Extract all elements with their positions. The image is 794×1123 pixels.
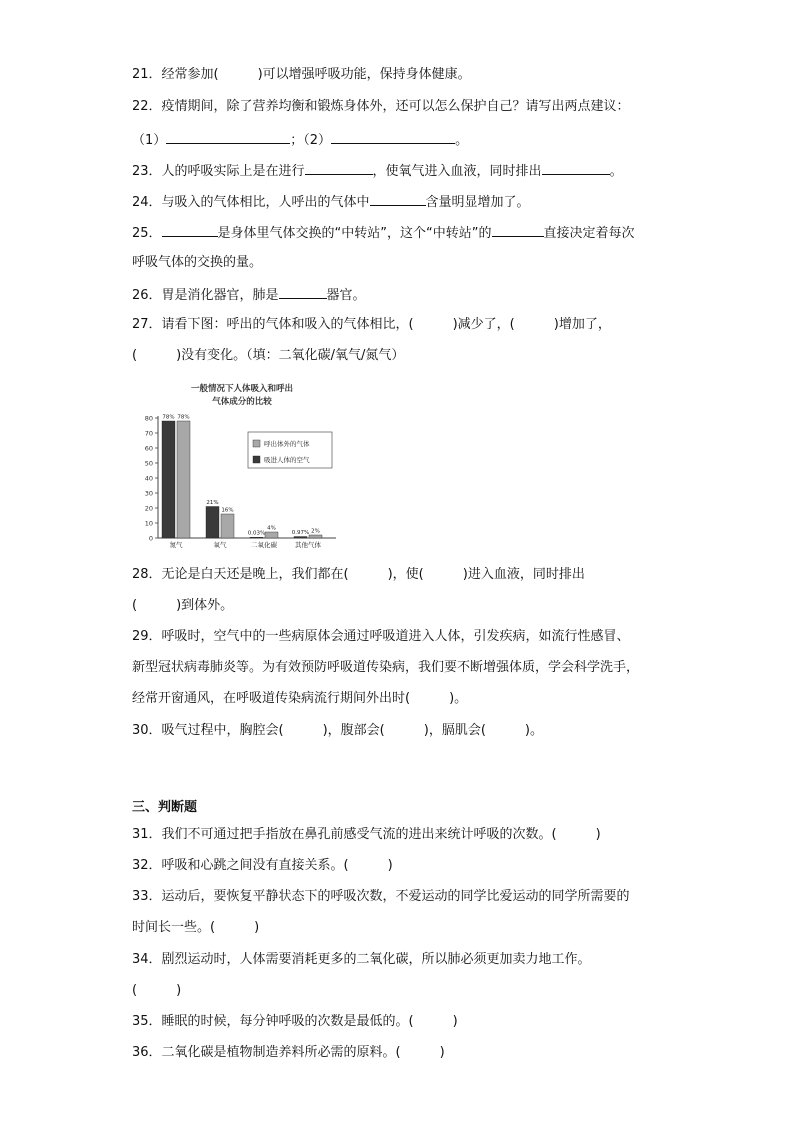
question-34-cont: ( ) xyxy=(132,983,182,998)
bar xyxy=(177,421,190,538)
bar-chart xyxy=(140,380,340,550)
question-36: 36．二氧化碳是植物制造养料所必需的原料。( ) xyxy=(132,1045,445,1060)
bar-value-label: 4% xyxy=(267,525,276,532)
bar xyxy=(250,537,263,538)
q25-text-1: 是身体里气体交换的“中转站”，这个“中转站”的 xyxy=(217,226,492,241)
answer-blank[interactable] xyxy=(162,223,218,237)
bar xyxy=(162,421,175,538)
question-27-cont: ( )没有变化。（填：二氧化碳/氧气/氮气） xyxy=(132,348,405,363)
question-22: 22．疫情期间，除了营养均衡和锻炼身体外，还可以怎么保护自己？请写出两点建议： xyxy=(132,99,630,114)
question-33-cont: 时间长一些。( ) xyxy=(132,920,260,935)
question-32: 32．呼吸和心跳之间没有直接关系。( ) xyxy=(132,858,393,873)
y-tick-label: 70 xyxy=(144,429,153,438)
q25-text-2: 直接决定着每次 xyxy=(543,226,635,241)
question-30: 30．吸气过程中，胸腔会( )，腹部会( )，膈肌会( )。 xyxy=(132,723,543,738)
question-23 xyxy=(132,161,623,181)
y-tick-label: 30 xyxy=(144,489,153,498)
answer-blank[interactable] xyxy=(279,285,327,299)
q26-text-1: 26．胃是消化器官，肺是 xyxy=(132,288,279,303)
y-tick-label: 40 xyxy=(144,474,153,483)
question-29: 29．呼吸时，空气中的一些病原体会通过呼吸道进入人体，引发疾病，如流行性感冒、 xyxy=(132,629,630,644)
x-tick-label: 二氧化碳 xyxy=(251,541,277,549)
bar xyxy=(221,514,234,538)
question-29-cont-1: 新型冠状病毒肺炎等。为有效预防呼吸道传染病，我们要不断增强体质，学会科学洗手， xyxy=(132,660,640,675)
bar-value-label: 78% xyxy=(162,414,175,421)
question-28-cont: ( )到体外。 xyxy=(132,598,234,613)
bar-value-label: 2% xyxy=(311,528,320,535)
answer-blank[interactable] xyxy=(370,192,426,206)
bar-value-label: 21% xyxy=(206,500,219,506)
question-21: 21．经常参加( )可以增强呼吸功能，保持身体健康。 xyxy=(132,67,471,82)
legend-swatch xyxy=(253,440,260,447)
bar xyxy=(265,532,278,538)
y-tick-label: 60 xyxy=(144,444,153,453)
question-35: 35．睡眠的时候，每分钟呼吸的次数是最低的。( ) xyxy=(132,1014,458,1029)
answer-blank[interactable] xyxy=(305,161,373,175)
question-27: 27．请看下图：呼出的气体和吸入的气体相比，( )减少了，( )增加了， xyxy=(132,317,611,332)
y-tick-label: 0 xyxy=(148,534,153,543)
bar xyxy=(309,535,322,538)
x-tick-label: 其他气体 xyxy=(295,541,321,549)
answer-blank[interactable] xyxy=(331,130,455,144)
answer-blank[interactable] xyxy=(542,161,610,175)
q22-end: 。 xyxy=(455,133,469,148)
chart-title-line-1: 一般情况下人体吸入和呼出 xyxy=(190,384,294,394)
y-tick-label: 80 xyxy=(144,414,153,423)
bar xyxy=(206,507,219,539)
q26-text-2: 器官。 xyxy=(326,288,366,303)
question-25 xyxy=(132,223,635,243)
legend-label: 吸进人体的空气 xyxy=(264,456,310,464)
q23-text-2: ，使氧气进入血液，同时排出 xyxy=(372,164,542,179)
question-25-cont: 呼吸气体的交换的量。 xyxy=(132,255,263,270)
chart-title-line-2: 气体成分的比较 xyxy=(212,397,272,407)
x-tick-label: 氧气 xyxy=(213,541,227,549)
bar-value-label: 0.97% xyxy=(291,530,310,537)
question-28: 28．无论是白天还是晚上，我们都在( )，使( )进入血液，同时排出 xyxy=(132,567,585,582)
question-34: 34．剧烈运动时，人体需要消耗更多的二氧化碳，所以肺必须更加卖力地工作。 xyxy=(132,952,591,967)
legend-label: 呼出体外的气体 xyxy=(264,440,310,448)
q25-num: 25． xyxy=(132,226,162,241)
q24-text-2: 含量明显增加了。 xyxy=(425,195,530,210)
gas-composition-chart xyxy=(140,380,340,550)
q22-label-1: （1） xyxy=(132,133,167,148)
x-tick-label: 氮气 xyxy=(169,541,183,549)
question-29-cont-2: 经常开窗通风，在呼吸道传染病流行期间外出时( )。 xyxy=(132,691,468,706)
y-tick-label: 20 xyxy=(144,504,153,513)
bar xyxy=(294,537,307,538)
q23-text-1: 23．人的呼吸实际上是在进行 xyxy=(132,164,305,179)
y-tick-label: 50 xyxy=(144,459,153,468)
question-22-answers xyxy=(132,130,468,150)
q24-text-1: 24．与吸入的气体相比，人呼出的气体中 xyxy=(132,195,370,210)
question-33: 33．运动后，要恢复平静状态下的呼吸次数，不爱运动的同学比爱运动的同学所需要的 xyxy=(132,889,630,904)
q22-label-2: ；（2） xyxy=(290,133,332,148)
y-tick-label: 10 xyxy=(144,519,153,528)
question-24 xyxy=(132,192,530,212)
answer-blank[interactable] xyxy=(492,223,544,237)
question-26 xyxy=(132,285,366,305)
question-31: 31．我们不可通过把手指放在鼻孔前感受气流的进出来统计呼吸的次数。( ) xyxy=(132,827,601,842)
bar-value-label: 0.03% xyxy=(247,530,266,537)
q23-end: 。 xyxy=(609,164,623,179)
bar-value-label: 16% xyxy=(221,507,234,514)
section-heading-judgement: 三、判断题 xyxy=(132,800,198,815)
legend-swatch xyxy=(253,456,260,463)
bar-value-label: 78% xyxy=(177,414,190,421)
answer-blank[interactable] xyxy=(166,130,290,144)
